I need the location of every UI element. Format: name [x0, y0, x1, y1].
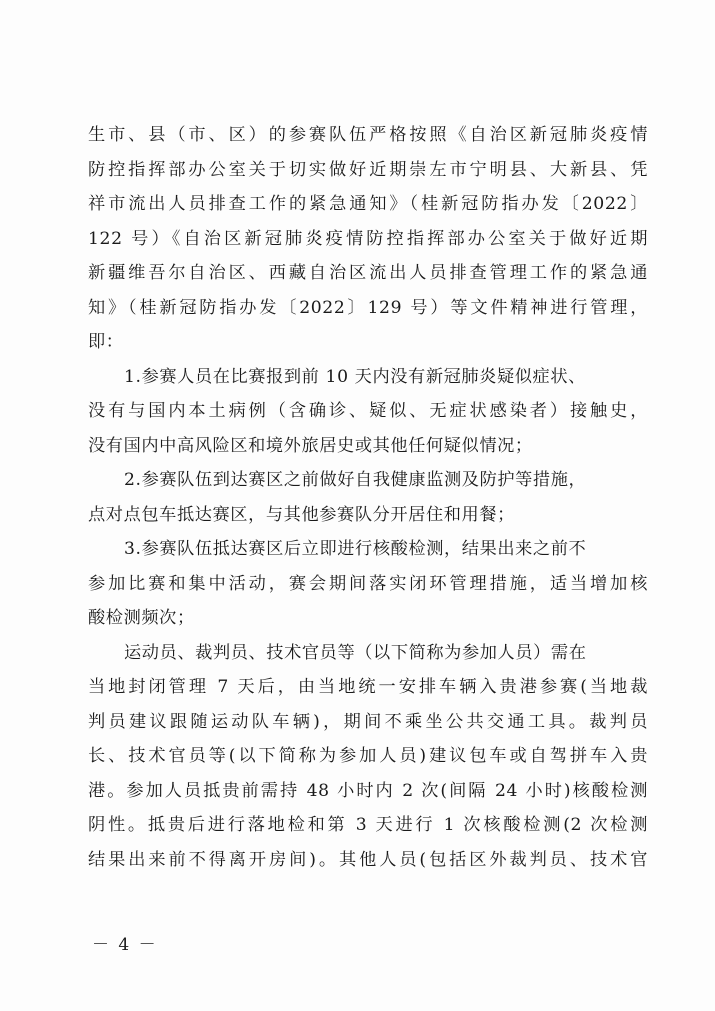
text-line: 生市、县（市、区）的参赛队伍严格按照《自治区新冠肺炎疫情 [88, 125, 648, 145]
text-line: 运动员、裁判员、技术官员等（以下简称为参加人员）需在 [124, 642, 587, 663]
text-line: 知》（桂新冠防指办发〔2022〕129 号）等文件精神进行管理， [88, 297, 648, 318]
body-text [88, 118, 648, 877]
text-line: 判员建议跟随运动队车辆)，期间不乘坐公共交通工具。裁判员 [88, 711, 648, 732]
text-line: 参加比赛和集中活动，赛会期间落实闭环管理措施，适当增加核 [88, 573, 648, 594]
text-line: 酸检测频次； [88, 608, 195, 628]
text-line: 没有国内中高风险区和境外旅居史或其他任何疑似情况； [88, 435, 533, 456]
page-number: － 4 － [92, 935, 158, 955]
text-line: 祥市流出人员排查工作的紧急通知》（桂新冠防指办发〔2022〕 [88, 194, 648, 214]
text-line: 港。参加人员抵贵前需持 48 小时内 2 次(间隔 24 小时)核酸检测 [88, 780, 648, 801]
text-line: 结果出来前不得离开房间)。其他人员(包括区外裁判员、技术官 [88, 849, 648, 870]
text-line: 当地封闭管理 7 天后，由当地统一安排车辆入贵港参赛(当地裁 [88, 677, 648, 697]
text-line: 长、技术官员等(以下简称为参加人员)建议包车或自驾拼车入贵 [88, 746, 648, 766]
text-line: 没有与国内本土病例（含确诊、疑似、无症状感染者）接触史， [88, 401, 648, 421]
text-line: 2.参赛队伍到达赛区之前做好自我健康监测及防护等措施， [124, 470, 587, 490]
text-line: 点对点包车抵达赛区，与其他参赛队分开居住和用餐； [88, 504, 515, 525]
text-line: 防控指挥部办公室关于切实做好近期崇左市宁明县、大新县、凭 [88, 159, 648, 180]
text-line: 即： [88, 332, 124, 352]
text-line: 1.参赛人员在比赛报到前 10 天内没有新冠肺炎疑似症状、 [124, 366, 586, 387]
text-line: 阴性。抵贵后进行落地检和第 3 天进行 1 次核酸检测(2 次检测 [88, 815, 648, 835]
text-line: 122 号）《自治区新冠肺炎疫情防控指挥部办公室关于做好近期 [88, 228, 648, 249]
text-line: 新疆维吾尔自治区、西藏自治区流出人员排查管理工作的紧急通 [88, 263, 648, 283]
text-line: 3.参赛队伍抵达赛区后立即进行核酸检测，结果出来之前不 [124, 539, 587, 559]
